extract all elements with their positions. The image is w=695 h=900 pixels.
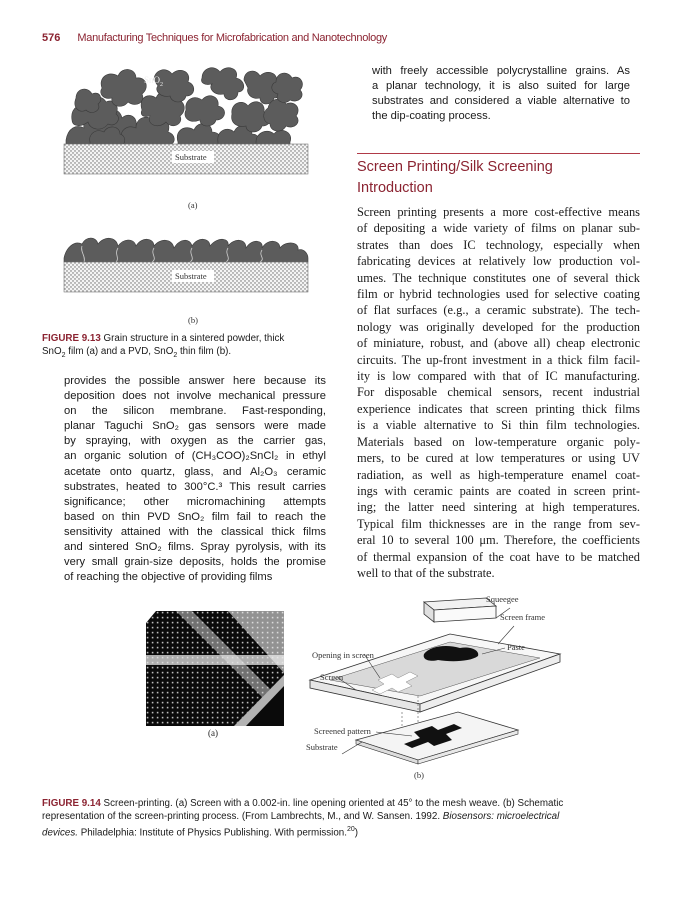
right-column-top-text [372,64,630,124]
text-line: and sintered SnO₂ films. Spray pyrolysis, with its [64,541,326,554]
text-line: with freely accessible polycrystalline grains. As [372,65,630,77]
left-column-text [64,374,326,585]
sno2-label: SnO$_2$ [144,75,164,88]
text-line: is a viable alternative to Si thin film technologies. [357,418,640,433]
text-line: very small grain-size deposits, holds the promise [64,556,326,569]
text-line: of depositing a wide variety of films on planar sub- [357,221,640,236]
figure-9-14a-screen-mesh [146,611,284,726]
pvd-thin-film [64,238,308,262]
figure-9-14-panel-b: (b) [414,770,424,780]
text-line: sensitivity attained with the classical thick films [64,525,326,538]
text-line: fabricating devices at relatively low production vol- [357,254,640,269]
squeegee-label: Squeegee [486,594,519,604]
text-line: based on thin PVD SnO₂ film fail to reach the [64,510,326,523]
text-line: eral 10 to several 100 μm. Therefore, the coefficients [357,533,640,548]
opening-label: Opening in screen [312,650,374,660]
text-line: the dip-coating process. [372,110,491,123]
text-line: umes. The technique constitutes one of several thick [357,270,640,285]
text-line: ing; the latter need sintering at high temperatures. [357,500,640,515]
text-line: circuits. The up-front investment in a thick film facil- [357,352,640,367]
page-number: 576 [42,32,61,44]
section-rule [357,153,640,154]
text-line: Materials based on low-temperature organic poly- [357,434,640,449]
text-line: by spraying, with oxygen as the carrier gas, [64,435,326,448]
text-line: planar Taguchi SnO₂ gas sensors were made [64,420,326,433]
substrate-label-b: Substrate [175,271,207,281]
running-header [42,32,387,44]
figure-9-13-diagram [62,58,312,328]
text-line: substrates and considered a viable alternative to [372,95,630,108]
text-line: radiation, as well as high-temperature enamel coat- [357,467,640,482]
paste-label: Paste [507,642,525,652]
text-line: strates than does IC technology, especially when [357,237,640,252]
text-line: substrates, heated to 300°C.³ This result carries [64,480,326,493]
sintered-grains [66,68,302,144]
figure-9-13-caption: FIGURE 9.13 Grain structure in a sintered powder, thick SnO$_2$ film (a) and a PVD, SnO$_2$ thin film (b). [42,333,285,359]
figure-9-14-panel-a: (a) [208,728,218,738]
substrate-label-a: Substrate [175,152,207,162]
text-line: ings with ceramic paints are coated in screen print- [357,483,640,498]
text-line: of miniature, robust, and (above all) cheap electronic [357,336,640,351]
subsection-heading: Introduction [357,180,433,196]
text-line: of reaching the objective of providing films [64,571,273,584]
figure-9-14-caption: FIGURE 9.14 Screen-printing. (a) Screen with a 0.002-in. line opening oriented at 45° to the mesh weave. (b) Schematic representation of the screen-printing process. (From Lambrechts, M., and W. Sansen. 1992. Biosensors: microelectrical devices. Philadelphia: Institute of Physics Publishing. With permission.$^{20}$) [42,798,564,839]
figure-9-13-label: FIGURE 9.13 [42,333,101,344]
text-line: mers, to be cured at low temperatures or using UV [357,451,640,466]
text-line: significance; other micromachining attempts [64,495,326,508]
text-line: provides the possible answer here because its [64,375,326,387]
text-line: film or hybrid technologies used for selective coating [357,287,640,302]
substrate-label: Substrate [306,742,338,752]
screen-label: Screen [320,672,344,682]
screen-frame-label: Screen frame [500,612,546,622]
text-line: experience indicates that screen printing thick films [357,401,640,416]
text-line: deposition does not involve mechanical pressure [64,390,326,403]
book-title: Manufacturing Techniques for Microfabrication and Nanotechnology [77,32,387,44]
text-line: on the silicon membrane. Fast-responding, [64,405,326,418]
text-line: of thermal expansion of the coat have to be matched [357,549,640,564]
text-line: of flat surfaces (e.g., a ceramic substrate). The tech- [357,303,640,318]
right-column-body-text [357,204,640,581]
text-line: well to that of the substrate. [357,565,495,580]
text-line: nology was originally developed for the production [357,319,640,334]
section-heading: Screen Printing/Silk Screening [357,159,553,175]
text-line: ity is low compared with that of IC manufacturing. [357,369,640,384]
text-line: For disposable chemical sensors, recent industrial [357,385,640,400]
text-line: acetate onto quartz, glass, and Al₂O₃ ceramic [64,465,326,478]
panel-label-b: (b) [188,315,198,325]
figure-9-14-label: FIGURE 9.14 [42,798,101,809]
screened-pattern-label: Screened pattern [314,726,371,736]
text-line: a planar technology, it is also suited for large [372,80,630,93]
figure-9-14b-screen-printing-schematic [300,592,580,782]
text-line: Screen printing presents a more cost-effective means [357,205,640,219]
text-line: an organic solution of (CH₃COO)₂SnCl₂ in ethyl [64,450,326,463]
panel-label-a: (a) [188,200,198,210]
text-line: Typical film thicknesses are in the range from sev- [357,516,640,531]
